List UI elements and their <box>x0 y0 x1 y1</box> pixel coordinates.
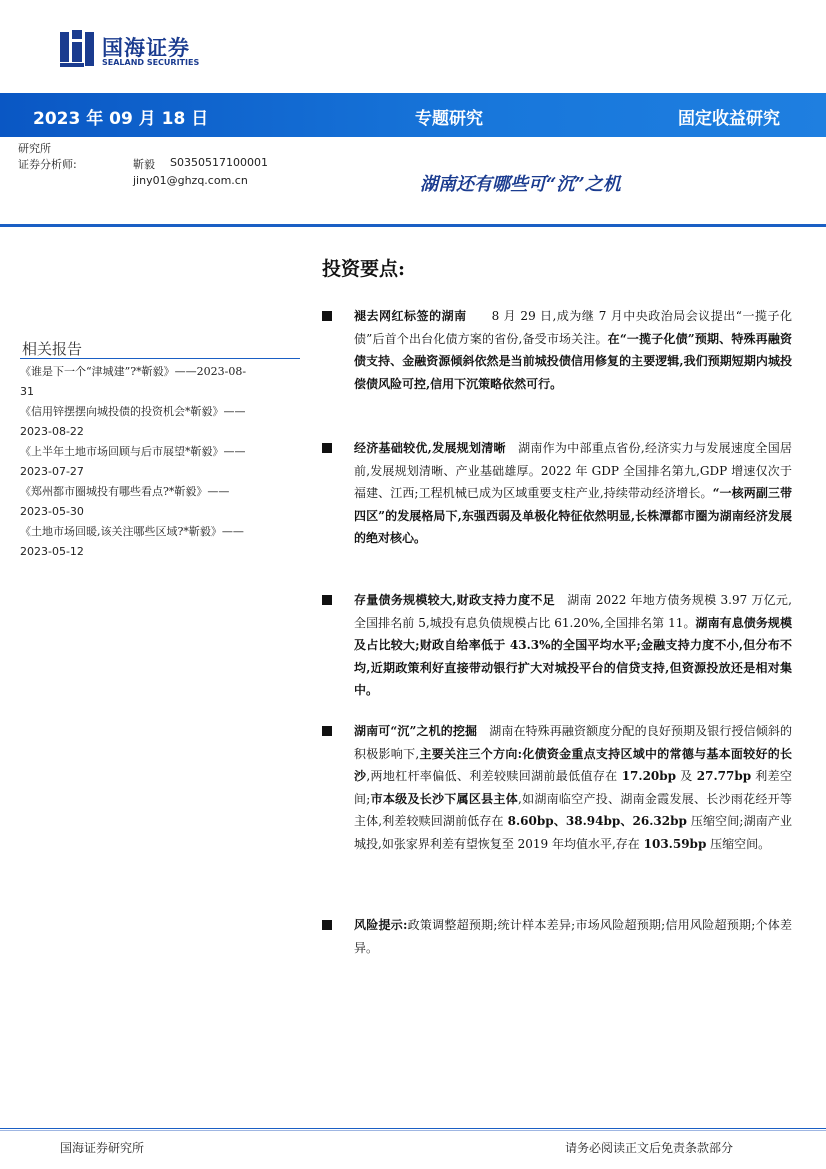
bullet-square-icon <box>322 920 332 930</box>
body-text: 湖南在特殊再融资额度分配的良好预期及银行授信倾斜的积极影响下, <box>354 724 792 761</box>
related-report-item[interactable]: 《上半年土地市场回顾与后市展望*靳毅》—— 2023-07-27 <box>20 445 246 478</box>
section-title: 投资要点: <box>322 258 406 280</box>
body-text: 压缩空间;湖南产业城投,如张家界利差有望恢复至 2019 年均值水平,存在 <box>354 814 792 851</box>
emphasis-text: 经济基础较优,发展规划清晰 <box>354 441 506 455</box>
emphasis-text: “一核两副三带四区”的发展格局下,东强西弱及单极化特征依然明显,长株潭都市圈为湖南经济发展的绝对核心。 <box>354 486 792 545</box>
report-title: 湖南还有哪些可“沉”之机 <box>420 174 621 195</box>
brand-name-cn: 国海证券 <box>102 36 190 60</box>
emphasis-text: 在“一揽子化债”预期、特殊再融资债支持、金融资源倾斜依然是当前城投债信用修复的主要逻辑,我们预期短期内城投偿债风险可控,信用下沉策略依然可行。 <box>354 331 793 391</box>
related-reports-heading: 相关报告 <box>22 340 83 358</box>
investment-point <box>322 914 792 959</box>
institute-label: 研究所 <box>18 142 51 155</box>
bullet-square-icon <box>322 443 332 453</box>
emphasis-text: 17.20bp <box>621 769 677 783</box>
related-report-item[interactable]: 《谁是下一个“津城建”?*靳毅》——2023-08- 31 <box>20 365 247 398</box>
related-reports-divider <box>20 358 300 359</box>
investment-point <box>322 720 792 855</box>
body-text: ,两地杠杆率偏低、利差较赎回湖前最低值存在 <box>366 769 622 783</box>
emphasis-text: 市本级及长沙下属区县主体 <box>370 791 518 806</box>
report-type: 专题研究 <box>415 109 483 129</box>
analyst-email[interactable]: jiny01@ghzq.com.cn <box>133 174 248 187</box>
emphasis-text: 风险提示: <box>354 918 408 932</box>
body-text: ,如湖南临空产投、湖南金霞发展、长沙雨花经开等主体,利差较赎回湖前低存在 <box>354 791 792 828</box>
emphasis-text: 103.59bp <box>643 836 707 851</box>
header-divider <box>0 224 826 227</box>
point-text <box>354 305 792 395</box>
sealand-logo-icon <box>60 30 96 68</box>
emphasis-text: 存量债务规模较大,财政支持力度不足 <box>354 593 555 607</box>
footer-left: 国海证券研究所 <box>60 1141 145 1155</box>
analyst-label: 证券分析师: <box>18 158 77 171</box>
investment-point <box>322 305 792 395</box>
report-category: 固定收益研究 <box>678 109 780 129</box>
point-text <box>354 720 792 855</box>
bullet-square-icon <box>322 595 332 605</box>
body-text: 湖南作为中部重点省份,经济实力与发展速度全国居前,发展规划清晰、产业基础雄厚。2022 年 GDP 全国排名第九,GDP 增速仅次于福建、江西;工程机械已成为区域重要支柱产业,持续带动经济增长。 <box>354 441 792 500</box>
body-text: 及 <box>676 769 697 783</box>
footer-right: 请务必阅读正文后免责条款部分 <box>565 1141 734 1155</box>
emphasis-text: 湖南有息债务规模及占比较大;财政自给率低于 43.3%的全国平均水平;金融支持力度不小,但分布不均,近期政策利好直接带动银行扩大对城投平台的信贷支持,但资源投放还是相对集中。 <box>354 615 792 697</box>
related-report-item[interactable]: 《信用锌摆摆向城投债的投资机会*靳毅》—— 2023-08-22 <box>20 405 246 438</box>
body-text: 政策调整超预期;统计样本差异;市场风险超预期;信用风险超预期;个体差异。 <box>354 918 792 955</box>
investment-point <box>322 437 792 550</box>
investment-point <box>322 589 792 702</box>
report-date: 2023 年 09 月 18 日 <box>33 109 209 129</box>
bullet-square-icon <box>322 726 332 736</box>
footer-divider <box>0 1128 826 1129</box>
emphasis-text: 8.60bp、38.94bp、26.32bp <box>507 814 687 828</box>
body-text: 压缩空间。 <box>706 836 771 851</box>
emphasis-text: 27.77bp <box>696 769 752 783</box>
bullet-square-icon <box>322 311 332 321</box>
point-text <box>354 437 792 550</box>
body-text: 湖南 2022 年地方债务规模 3.97 万亿元,全国排名前 5,城投有息负债规模占比 61.20%,全国排名第 11。 <box>354 593 792 630</box>
analyst-id: S0350517100001 <box>170 156 268 169</box>
related-report-item[interactable]: 《土地市场回暖,该关注哪些区域?*靳毅》—— 2023-05-12 <box>20 525 244 558</box>
body-text: 利差空间; <box>354 769 792 806</box>
brand-logo <box>60 30 220 70</box>
point-text <box>354 589 792 702</box>
body-text: 8 月 29 日,成为继 7 月中央政治局会议提出“一揽子化债”后首个出台化债方案的省份,备受市场关注。 <box>354 309 792 346</box>
point-text <box>354 914 792 959</box>
footer-divider-secondary <box>0 1130 826 1131</box>
header-banner <box>0 93 826 137</box>
related-report-item[interactable]: 《郑州都市圈城投有哪些看点?*靳毅》—— 2023-05-30 <box>20 485 230 518</box>
related-reports-list <box>20 362 302 562</box>
emphasis-text: 湖南可“沉”之机的挖掘 <box>354 724 478 738</box>
analyst-name: 靳毅 <box>133 158 155 171</box>
emphasis-text: 主要关注三个方向:化债资金重点支持区域中的常德与基本面较好的长沙 <box>354 746 792 783</box>
brand-name-en: SEALAND SECURITIES <box>102 58 200 67</box>
emphasis-text: 褪去网红标签的湖南 <box>354 309 467 323</box>
